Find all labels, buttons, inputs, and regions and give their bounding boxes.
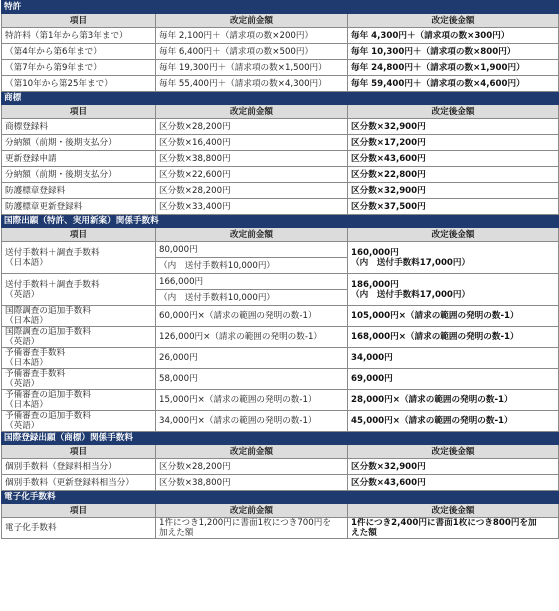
before-cell: 15,000円×（請求の範囲の発明の数-1） (156, 390, 348, 411)
after-cell (348, 242, 559, 274)
table-row (2, 369, 559, 390)
after-cell: 168,000円×（請求の範囲の発明の数-1） (348, 327, 559, 348)
section-title: 国際出願（特許、実用新案）関係手数料 (2, 215, 559, 228)
item-cell (2, 306, 156, 327)
table-row (2, 411, 559, 432)
item-cell (2, 274, 156, 306)
item-line: （日本語） (5, 257, 48, 268)
after-cell: 45,000円×（請求の範囲の発明の数-1） (348, 411, 559, 432)
table-row (2, 135, 559, 151)
header-item: 項目 (2, 105, 156, 119)
before-cell: 58,000円 (156, 369, 348, 390)
table-row (2, 44, 559, 60)
before-cell: 166,000円 (156, 274, 348, 290)
before-cell: 毎年 6,400円＋（請求項の数×500円） (156, 44, 348, 60)
after-cell: 毎年 4,300円＋（請求項の数×300円） (348, 28, 559, 44)
header-after: 改定後金額 (348, 14, 559, 28)
table-row (2, 306, 559, 327)
after-cell (348, 518, 559, 539)
header-item: 項目 (2, 445, 156, 459)
before-cell: 26,000円 (156, 348, 348, 369)
after-cell (348, 274, 559, 306)
table-row (2, 60, 559, 76)
after-line: 1件につき2,400円に書面1枚につき800円を加 (351, 518, 537, 528)
item-cell: 分納額（前期・後期支払分） (2, 135, 156, 151)
item-cell (2, 242, 156, 274)
section-title: 電子化手数料 (2, 491, 559, 504)
after-cell: 区分数×32,900円 (348, 119, 559, 135)
section-title-row (2, 491, 559, 504)
table-row (2, 518, 559, 539)
item-cell: （第4年から第6年まで） (2, 44, 156, 60)
header-row (2, 445, 559, 459)
header-before: 改定前金額 (156, 445, 348, 459)
before-line: 加えた額 (159, 528, 194, 538)
item-line: 予備審査手数料 (5, 348, 66, 358)
before-cell: 126,000円×（請求の範囲の発明の数-1） (156, 327, 348, 348)
item-line: 国際調査の追加手数料 (5, 327, 91, 337)
before-cell: 区分数×22,600円 (156, 167, 348, 183)
after-cell: 区分数×17,200円 (348, 135, 559, 151)
header-before: 改定前金額 (156, 14, 348, 28)
item-cell: 電子化手数料 (2, 518, 156, 539)
after-cell: 区分数×22,800円 (348, 167, 559, 183)
after-cell: 105,000円×（請求の範囲の発明の数-1） (348, 306, 559, 327)
item-cell: 個別手数料（更新登録料相当分） (2, 475, 156, 491)
table-row (2, 390, 559, 411)
table-row (2, 119, 559, 135)
item-line: 予備審査手数料 (5, 369, 66, 379)
after-cell: 区分数×32,900円 (348, 459, 559, 475)
before-cell: 区分数×33,400円 (156, 199, 348, 215)
item-cell: 個別手数料（登録料相当分） (2, 459, 156, 475)
table-row (2, 151, 559, 167)
table-row (2, 274, 559, 290)
after-line: 160,000円 (351, 247, 399, 258)
before-cell (156, 518, 348, 539)
after-line: （内 送付手数料17,000円） (351, 289, 471, 300)
item-cell (2, 369, 156, 390)
item-line: 送付手数料＋調査手数料 (5, 279, 100, 290)
after-cell: 28,000円×（請求の範囲の発明の数-1） (348, 390, 559, 411)
after-cell: 34,000円 (348, 348, 559, 369)
header-after: 改定後金額 (348, 445, 559, 459)
item-cell (2, 390, 156, 411)
header-row (2, 14, 559, 28)
after-cell: 毎年 24,800円＋（請求項の数×1,900円） (348, 60, 559, 76)
item-line: （英語） (5, 337, 40, 347)
item-cell (2, 327, 156, 348)
section-title-row (2, 1, 559, 14)
before-cell: 区分数×28,200円 (156, 183, 348, 199)
table-row (2, 459, 559, 475)
section-title-row (2, 92, 559, 105)
header-item: 項目 (2, 228, 156, 242)
header-row (2, 105, 559, 119)
before-cell: 毎年 55,400円＋（請求項の数×4,300円） (156, 76, 348, 92)
table-row (2, 183, 559, 199)
after-line: （内 送付手数料17,000円） (351, 257, 471, 268)
before-cell: 区分数×38,800円 (156, 151, 348, 167)
before-cell: 毎年 19,300円＋（請求項の数×1,500円） (156, 60, 348, 76)
item-cell: 分納額（前期・後期支払分） (2, 167, 156, 183)
header-before: 改定前金額 (156, 228, 348, 242)
table-row (2, 348, 559, 369)
before-cell: 区分数×38,800円 (156, 475, 348, 491)
table-row (2, 242, 559, 258)
item-line: （日本語） (5, 316, 48, 326)
item-line: 予備審査の追加手数料 (5, 390, 91, 400)
fee-comparison-table (1, 0, 559, 539)
section-title-row (2, 215, 559, 228)
after-cell: 69,000円 (348, 369, 559, 390)
before-cell: 区分数×28,200円 (156, 119, 348, 135)
before-cell: 80,000円 (156, 242, 348, 258)
before-cell: 毎年 2,100円＋（請求項の数×200円） (156, 28, 348, 44)
item-cell: （第10年から第25年まで） (2, 76, 156, 92)
table-row (2, 199, 559, 215)
header-item: 項目 (2, 14, 156, 28)
after-cell: 区分数×43,600円 (348, 475, 559, 491)
table-row (2, 327, 559, 348)
item-line: （英語） (5, 379, 40, 389)
after-cell: 区分数×32,900円 (348, 183, 559, 199)
header-before: 改定前金額 (156, 105, 348, 119)
item-line: （日本語） (5, 358, 48, 368)
table-row (2, 475, 559, 491)
item-line: 予備審査の追加手数料 (5, 411, 91, 421)
before-cell: 区分数×16,400円 (156, 135, 348, 151)
header-after: 改定後金額 (348, 105, 559, 119)
item-line: （英語） (5, 421, 40, 431)
item-cell: 商標登録料 (2, 119, 156, 135)
item-cell (2, 411, 156, 432)
after-cell: 毎年 59,400円＋（請求項の数×4,600円） (348, 76, 559, 92)
table-row (2, 167, 559, 183)
header-before: 改定前金額 (156, 504, 348, 518)
before-cell: 34,000円×（請求の範囲の発明の数-1） (156, 411, 348, 432)
item-cell: 更新登録申請 (2, 151, 156, 167)
header-after: 改定後金額 (348, 504, 559, 518)
before-cell: 区分数×28,200円 (156, 459, 348, 475)
item-line: （英語） (5, 289, 40, 300)
before-cell: （内 送付手数料10,000円） (156, 290, 348, 306)
header-item: 項目 (2, 504, 156, 518)
item-cell (2, 348, 156, 369)
section-title-row (2, 432, 559, 445)
before-cell: （内 送付手数料10,000円） (156, 258, 348, 274)
section-title: 商標 (2, 92, 559, 105)
table-row (2, 76, 559, 92)
item-cell: 防護標章更新登録料 (2, 199, 156, 215)
item-line: 送付手数料＋調査手数料 (5, 247, 100, 258)
section-title: 特許 (2, 1, 559, 14)
item-cell: 防護標章登録料 (2, 183, 156, 199)
item-cell: 特許料（第1年から第3年まで） (2, 28, 156, 44)
item-cell: （第7年から第9年まで） (2, 60, 156, 76)
before-line: 1件につき1,200円に書面1枚につき700円を (159, 518, 331, 528)
header-row (2, 504, 559, 518)
before-cell: 60,000円×（請求の範囲の発明の数-1） (156, 306, 348, 327)
section-title: 国際登録出願（商標）関係手数料 (2, 432, 559, 445)
after-line: えた額 (351, 528, 377, 538)
item-line: 国際調査の追加手数料 (5, 306, 91, 316)
table-row (2, 28, 559, 44)
header-row (2, 228, 559, 242)
item-line: （日本語） (5, 400, 48, 410)
after-cell: 区分数×43,600円 (348, 151, 559, 167)
after-cell: 毎年 10,300円＋（請求項の数×800円） (348, 44, 559, 60)
after-line: 186,000円 (351, 279, 399, 290)
header-after: 改定後金額 (348, 228, 559, 242)
after-cell: 区分数×37,500円 (348, 199, 559, 215)
